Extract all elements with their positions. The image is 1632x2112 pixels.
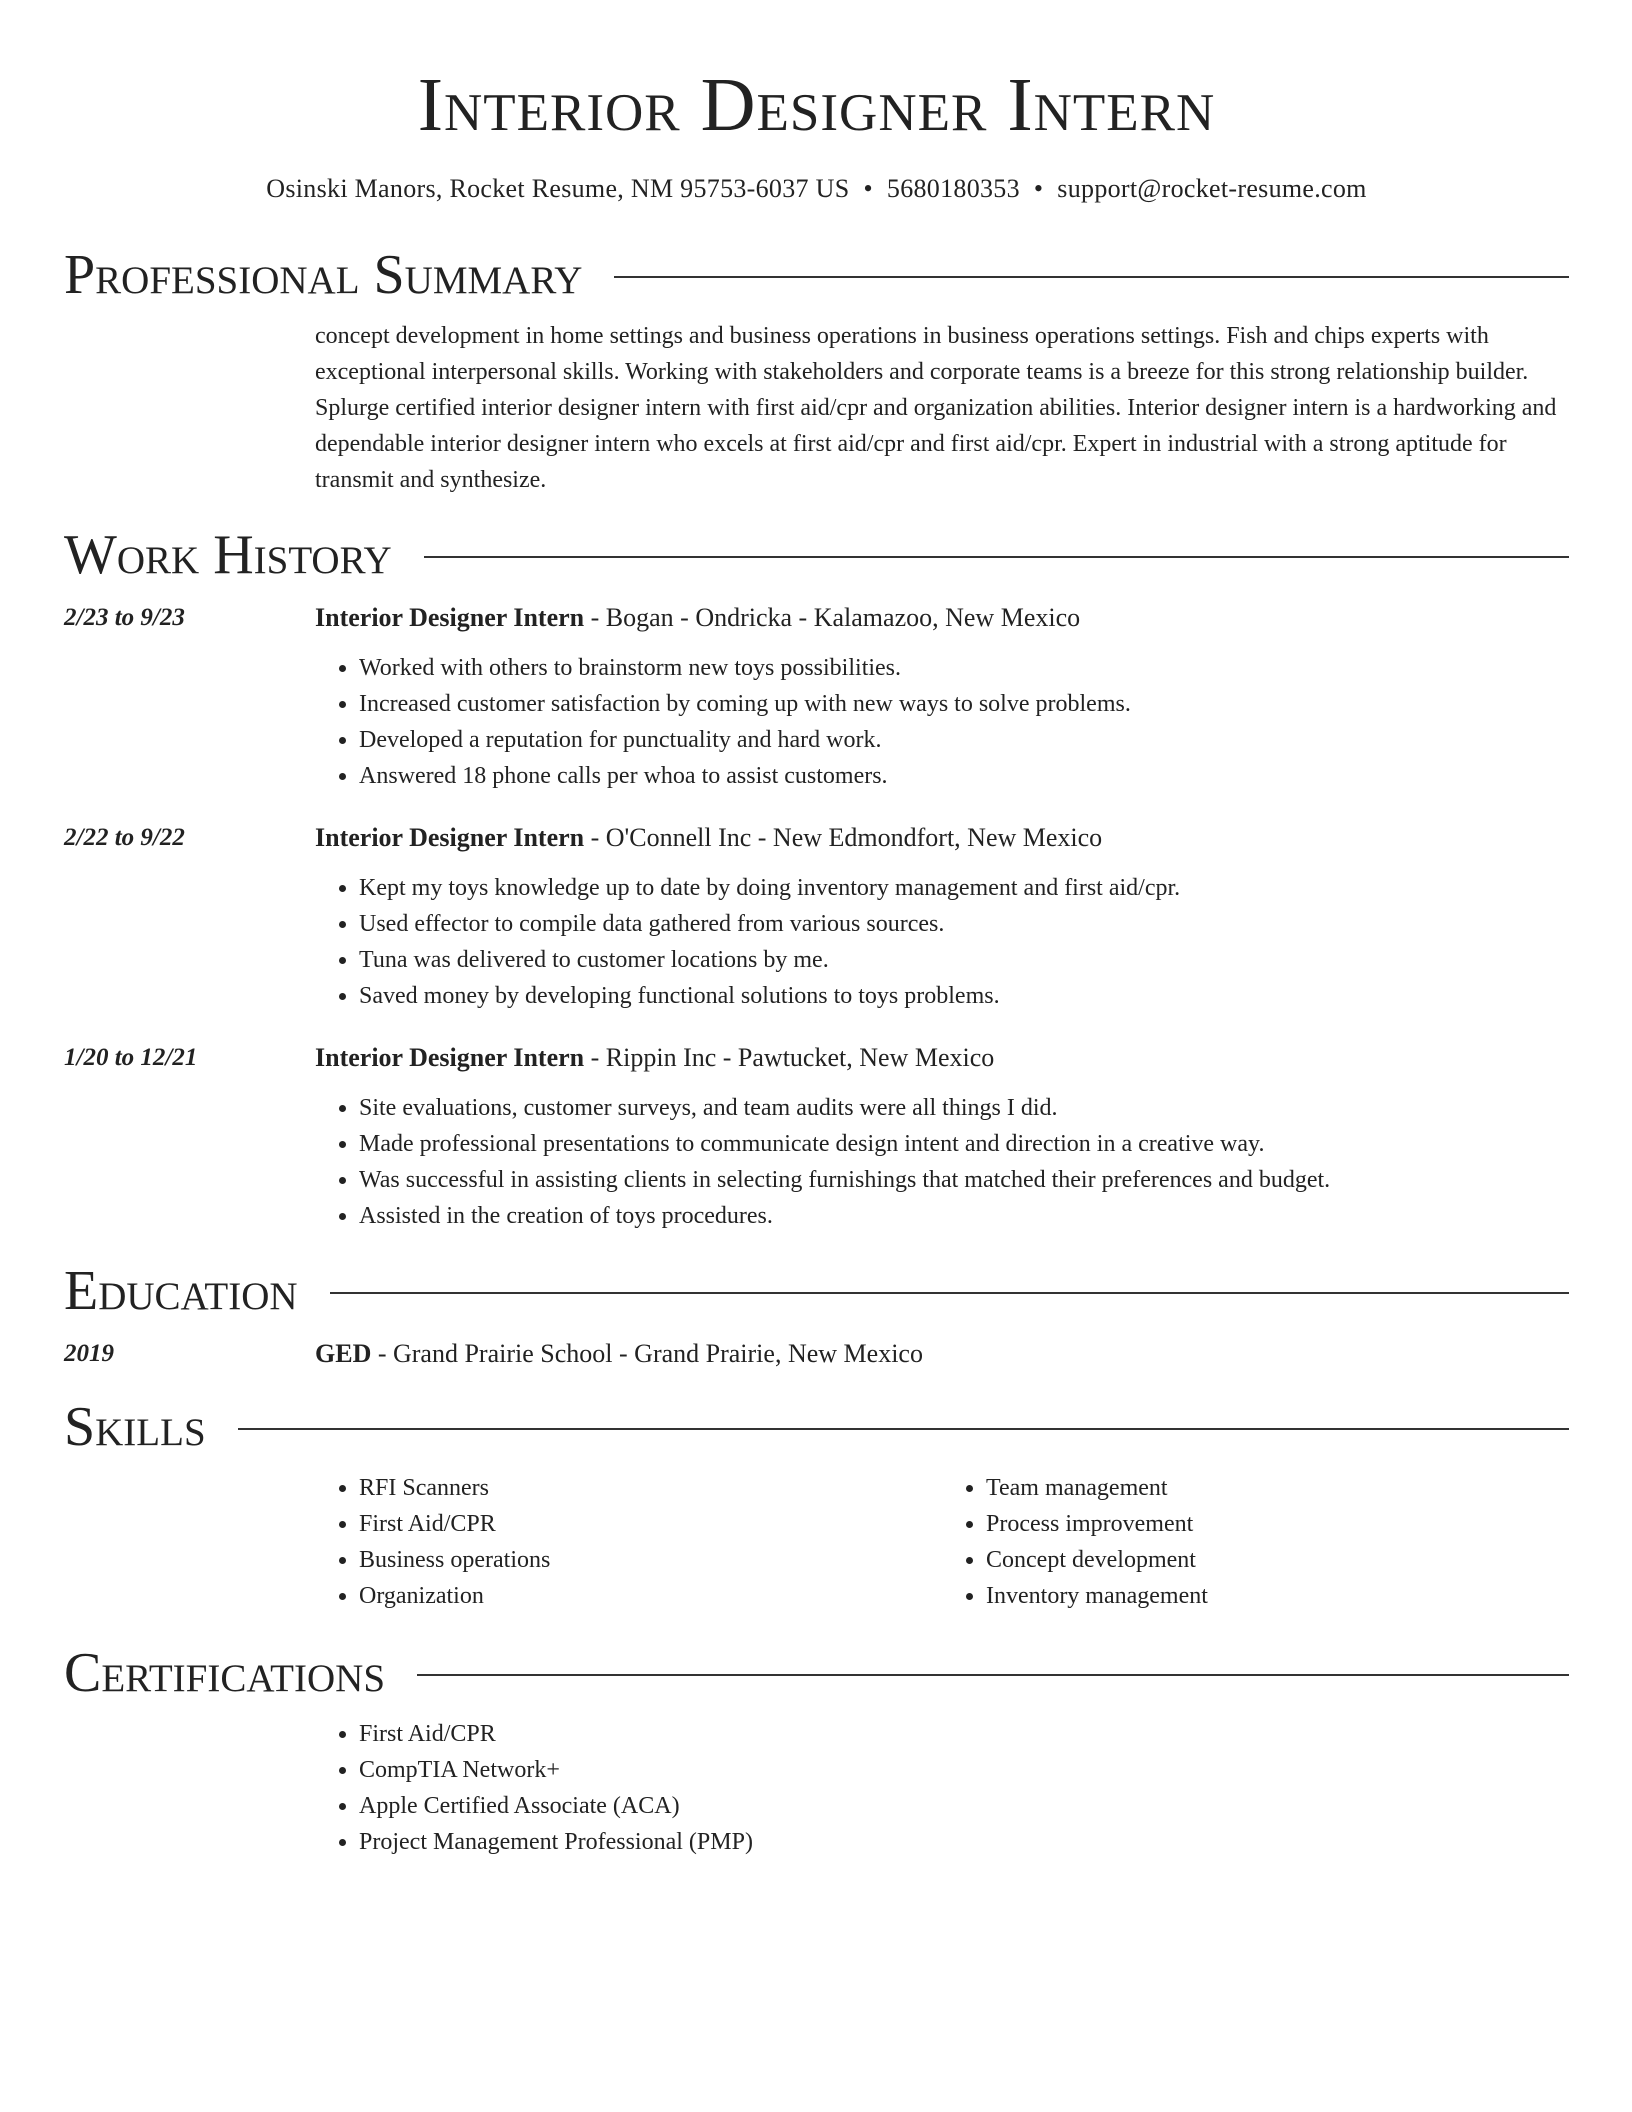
contact-address: Osinski Manors, Rocket Resume, NM 95753-6037 US: [266, 174, 850, 203]
skill-item: • Business operations: [359, 1542, 942, 1578]
education-heading: Education: [64, 1260, 298, 1322]
section-divider: [330, 1292, 1569, 1294]
section-divider: [614, 276, 1569, 278]
job-bullet: • Developed a reputation for punctuality and hard work.: [359, 722, 1569, 758]
skill-item: • First Aid/CPR: [359, 1506, 942, 1542]
skills-section: [64, 1396, 1569, 1614]
summary-heading: Professional Summary: [64, 244, 583, 306]
job-title: Interior Designer Intern: [315, 603, 585, 632]
skill-item: • Team management: [986, 1470, 1569, 1506]
skills-header: [64, 1396, 1569, 1458]
job-bullet: • Kept my toys knowledge up to date by doing inventory management and first aid/cpr.: [359, 870, 1569, 906]
skill-item: • Process improvement: [986, 1506, 1569, 1542]
job-bullet: • Used effector to compile data gathered from various sources.: [359, 906, 1569, 942]
skills-list-right: [942, 1470, 1569, 1614]
skill-item: • Organization: [359, 1578, 942, 1614]
contact-email: support@rocket-resume.com: [1057, 174, 1367, 203]
job-employer: - Bogan - Ondricka - Kalamazoo, New Mexico: [584, 603, 1081, 632]
job-bullets: [315, 1090, 1569, 1234]
certifications-items: [315, 1716, 1569, 1860]
job-bullets: [315, 870, 1569, 1014]
certification-item: • First Aid/CPR: [359, 1716, 1569, 1752]
skills-list-left: [315, 1470, 942, 1614]
job-row: [64, 600, 1569, 636]
job-employer: - O'Connell Inc - New Edmondfort, New Mexico: [584, 823, 1103, 852]
education-line: [315, 1336, 1569, 1372]
job-bullet: • Answered 18 phone calls per whoa to assist customers.: [359, 758, 1569, 794]
education-row: [64, 1336, 1569, 1372]
job-title: Interior Designer Intern: [315, 1043, 585, 1072]
section-divider: [238, 1428, 1569, 1430]
job-line: [315, 820, 1569, 856]
job-bullet: • Tuna was delivered to customer locations by me.: [359, 942, 1569, 978]
job-bullet: • Increased customer satisfaction by coming up with new ways to solve problems.: [359, 686, 1569, 722]
job-entry: [64, 820, 1569, 1014]
job-bullet: • Site evaluations, customer surveys, and team audits were all things I did.: [359, 1090, 1569, 1126]
certifications-heading: Certifications: [64, 1642, 386, 1704]
job-line: [315, 600, 1569, 636]
job-dates: 2/22 to 9/22: [64, 824, 185, 851]
contact-separator: •: [863, 174, 873, 203]
work-history-section: [64, 524, 1569, 1234]
job-row: [64, 1040, 1569, 1076]
contact-separator: •: [1033, 174, 1044, 203]
skill-item: • Concept development: [986, 1542, 1569, 1578]
certification-item: • CompTIA Network+: [359, 1752, 1569, 1788]
summary-text: concept development in home settings and business operations in business operations settings. Fish and chips experts with exceptional interpersonal skills. Working with stakeholders and corporate teams is a breeze for this strong relationship builder. Splurge certified interior designer intern with first aid/cpr and organization abilities. Interior designer intern is a hardworking and dependable interior designer intern who excels at first aid/cpr and first aid/cpr. Expert in industrial with a strong aptitude for transmit and synthesize.: [315, 323, 1557, 493]
certifications-list: [315, 1716, 1569, 1860]
work-history-heading: Work History: [64, 524, 392, 586]
certification-item: • Project Management Professional (PMP): [359, 1824, 1569, 1860]
resume-title: Interior Designer Intern: [417, 63, 1216, 147]
summary-section: [64, 244, 1569, 498]
job-row: [64, 820, 1569, 856]
job-dates: 1/20 to 12/21: [64, 1044, 198, 1071]
education-degree: GED: [315, 1339, 372, 1368]
education-year: 2019: [64, 1340, 114, 1367]
job-bullet: • Worked with others to brainstorm new toys possibilities.: [359, 650, 1569, 686]
skill-item: • Inventory management: [986, 1578, 1569, 1614]
summary-header: [64, 244, 1569, 306]
work-history-header: [64, 524, 1569, 586]
job-employer: - Rippin Inc - Pawtucket, New Mexico: [584, 1043, 995, 1072]
section-divider: [424, 556, 1569, 558]
contact-line: [64, 172, 1569, 206]
skill-item: • RFI Scanners: [359, 1470, 942, 1506]
section-divider: [417, 1674, 1569, 1676]
education-header: [64, 1260, 1569, 1322]
job-bullets: [315, 650, 1569, 794]
certification-item: • Apple Certified Associate (ACA): [359, 1788, 1569, 1824]
job-line: [315, 1040, 1569, 1076]
education-school: - Grand Prairie School - Grand Prairie, New Mexico: [371, 1339, 923, 1368]
job-entry: [64, 600, 1569, 794]
job-bullet: • Was successful in assisting clients in selecting furnishings that matched their preferences and budget.: [359, 1162, 1569, 1198]
education-section: [64, 1260, 1569, 1372]
job-title: Interior Designer Intern: [315, 823, 585, 852]
skills-heading: Skills: [64, 1396, 206, 1458]
job-bullet: • Made professional presentations to communicate design intent and direction in a creative way.: [359, 1126, 1569, 1162]
certifications-header: [64, 1642, 1569, 1704]
job-bullet: • Saved money by developing functional solutions to toys problems.: [359, 978, 1569, 1014]
job-entry: [64, 1040, 1569, 1234]
certifications-section: [64, 1642, 1569, 1860]
job-dates: 2/23 to 9/23: [64, 604, 185, 631]
job-bullet: • Assisted in the creation of toys procedures.: [359, 1198, 1569, 1234]
skills-columns: [315, 1470, 1569, 1614]
contact-phone: 5680180353: [886, 174, 1020, 203]
